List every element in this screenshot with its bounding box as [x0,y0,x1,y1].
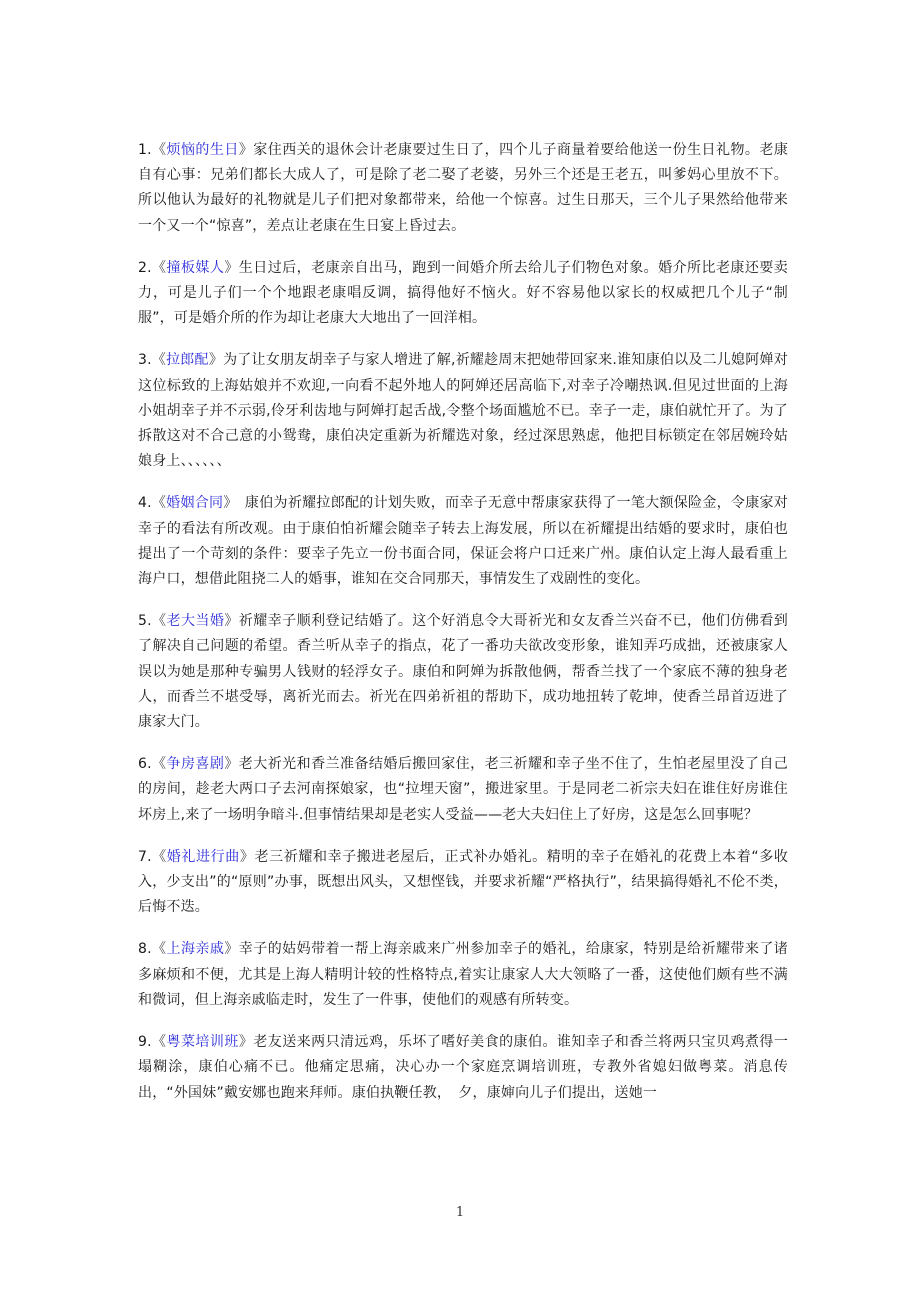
episode-number: 7. [138,848,152,865]
page-number: 1 [455,1205,465,1220]
episode-synopsis: 老友送来两只清远鸡，乐坏了嗜好美食的康伯。谁知幸子和香兰将两只宝贝鸡煮得一塌糊涂，康伯心痛不已。他痛定思痛，决心办一个家庭烹调培训班，专教外省媳妇做粤菜。消息传出，“外国妹”戴安娜也跑来拜师。康伯执鞭任教， 夕，康婶向儿子们提出，送她一 [138,1034,789,1101]
episode-synopsis: 老大祈光和香兰准备结婚后搬回家住，老三祈耀和幸子坐不住了，生怕老屋里没了自己的房间，趁老大两口子去河南探娘家，也“拉埋天窗”，搬进家里。于是同老二祈宗夫妇在谁住好房谁住坏房上,来了一场明争暗斗.但事情结果却是老实人受益——老大夫妇住上了好房，这是怎么回事呢？ [138,756,788,823]
episode-6 [138,752,788,828]
episode-1 [138,138,788,239]
episode-number: 2. [138,259,152,276]
close-bracket: 》 [224,941,239,958]
open-bracket: 《 [151,1034,167,1051]
episode-number: 5. [138,613,152,630]
episode-3 [138,348,788,474]
document-page [138,138,788,1123]
close-bracket: 》 [224,756,239,773]
episode-title-link[interactable]: 婚姻合同 [166,495,224,512]
episode-number: 4. [138,495,152,512]
episode-number: 8. [138,941,152,958]
open-bracket: 《 [151,142,167,158]
episode-9 [138,1030,788,1106]
episode-8 [138,937,788,1013]
episode-synopsis: 生日过后，老康亲自出马，跑到一间婚介所去给儿子们物色对象。婚介所比老康还要卖力，可是儿子们一个个地跟老康唱反调，搞得他好不恼火。好不容易他以家长的权威把几个儿子“制服”，可是婚介所的作为却让老康大大地出了一回洋相。 [138,259,788,327]
open-bracket: 《 [151,941,167,958]
open-bracket: 《 [151,259,167,276]
episode-synopsis: 家住西关的退休会计老康要过生日了，四个儿子商量着要给他送一份生日礼物。老康自有心事：兄弟们都长大成人了，可是除了老二娶了老婆，另外三个还是王老五，叫爹妈心里放不下。所以他认为最好的礼物就是儿子们把对象都带来，给他一个惊喜。过生日那天，三个儿子果然给他带来一个又一个“惊喜”，差点让老康在生日宴上昏过去。 [138,142,789,234]
episode-synopsis: 康伯为祈耀拉郎配的计划失败，而幸子无意中帮康家获得了一笔大额保险金，令康家对幸子的看法有所改观。由于康伯怕祈耀会随幸子转去上海发展，所以在祈耀提出结婚的要求时，康伯也提出了一个苛刻的条件：要幸子先立一份书面合同，保证会将户口迁来广州。康伯认定上海人最看重上海户口，想借此阻挠二人的婚事，谁知在交合同那天，事情发生了戏剧性的变化。 [138,495,788,588]
episode-synopsis: 为了让女朋友胡幸子与家人增进了解,祈耀趁周末把她带回家来.谁知康伯以及二儿媳阿婵对这位标致的上海姑娘并不欢迎,一向看不起外地人的阿婵还居高临下,对幸子冷嘲热讽.但见过世面的上海小姐胡幸子并不示弱,伶牙利齿地与阿婵打起舌战,令整个场面尴尬不已。幸子一走，康伯就忙开了。为了拆散这对不合己意的小鸳鸯，康伯决定重新为祈耀选对象，经过深思熟虑，他把目标锁定在邻居婉玲姑娘身上、、、、、、 [138,352,788,470]
episode-synopsis: 幸子的姑妈带着一帮上海亲戚来广州参加幸子的婚礼，给康家，特别是给祈耀带来了诸多麻烦和不便，尤其是上海人精明计较的性格特点,着实让康家人大大领略了一番，这使他们颇有些不满和微词，但上海亲戚临走时，发生了一件事，使他们的观感有所转变。 [138,941,788,1008]
episode-number: 6. [138,756,152,773]
episode-synopsis: 祈耀幸子顺利登记结婚了。这个好消息令大哥祈光和女友香兰兴奋不已，他们仿佛看到了解决自己问题的希望。香兰听从幸子的指点，花了一番功夫欲改变形象，谁知弄巧成拙，还被康家人误以为她是那种专骗男人钱财的轻浮女子。康伯和阿婵为拆散他俩，帮香兰找了一个家底不薄的独身老人，而香兰不堪受辱，离祈光而去。祈光在四弟祈祖的帮助下，成功地扭转了乾坤，使香兰昂首迈进了康家大门。 [138,613,788,731]
close-bracket: 》 [238,1034,254,1051]
close-bracket: 》 [224,613,239,630]
episode-7 [138,845,788,921]
episode-title-link[interactable]: 撞板媒人 [166,259,225,276]
close-bracket: 》 [239,848,255,865]
episode-number: 1. [138,142,152,158]
episode-title-link[interactable]: 粤菜培训班 [166,1034,239,1051]
episode-title-link[interactable]: 烦恼的生日 [166,142,239,158]
close-bracket: 》 [238,142,254,158]
episode-title-link[interactable]: 拉郎配 [166,352,209,369]
episode-synopsis: 老三祈耀和幸子搬进老屋后，正式补办婚礼。精明的幸子在婚礼的花费上本着“多收入，少支出”的“原则”办事，既想出风头，又想悭钱，并要求祈耀“严格执行”，结果搞得婚礼不伦不类，后悔不迭。 [138,848,789,916]
open-bracket: 《 [151,352,167,369]
open-bracket: 《 [151,613,167,630]
close-bracket: 》 [224,259,239,276]
episode-5 [138,609,788,735]
episode-number: 9. [138,1034,152,1051]
episode-4 [138,491,788,592]
open-bracket: 《 [151,848,167,865]
episode-title-link[interactable]: 婚礼进行曲 [166,848,240,865]
open-bracket: 《 [151,756,167,773]
episode-2 [138,256,788,332]
episode-title-link[interactable]: 老大当婚 [166,613,225,630]
close-bracket: 》 [208,352,224,369]
episode-number: 3. [138,352,152,369]
episode-title-link[interactable]: 争房喜剧 [166,756,225,773]
close-bracket: 》 [223,495,231,512]
episode-title-link[interactable]: 上海亲戚 [166,941,225,958]
open-bracket: 《 [151,495,167,512]
